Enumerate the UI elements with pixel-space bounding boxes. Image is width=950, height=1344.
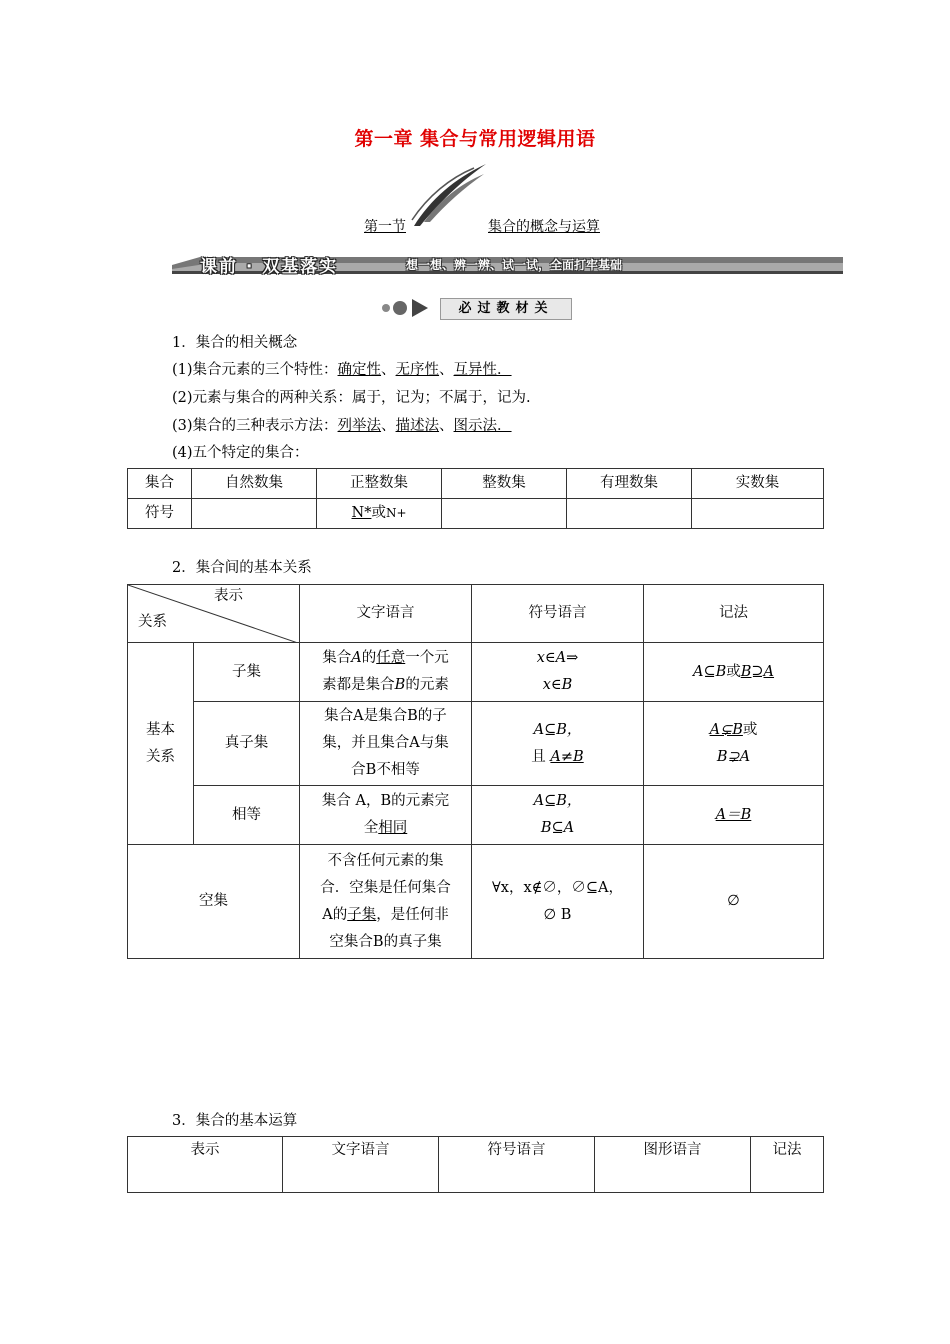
table3-header: 文字语言 — [283, 1137, 439, 1193]
table1-row-label: 符号 — [128, 499, 192, 529]
t: 集合A是集合B的子 — [324, 708, 447, 724]
part1-line2: (2)元素与集合的两种关系：属于，记为；不属于，记为. — [172, 390, 531, 406]
rel-sym — [472, 786, 644, 845]
rel-name: 真子集 — [194, 702, 300, 786]
rel-name: 子集 — [194, 643, 300, 702]
section-number: 第一节 — [364, 219, 406, 235]
table3-header: 符号语言 — [439, 1137, 595, 1193]
text: 或 — [371, 505, 386, 521]
header-note: 记法 — [644, 585, 824, 643]
dots-arrow-icon — [380, 296, 440, 320]
text: (1)集合元素的三个特性： — [172, 362, 338, 378]
special-sets-table — [127, 468, 824, 529]
answer: 列举法 — [337, 418, 382, 434]
sep: 、 — [439, 362, 454, 378]
t: ∅ B — [543, 906, 572, 923]
t: A的 — [322, 906, 348, 923]
symbol: N+ — [385, 506, 407, 520]
part2-heading: 2．集合间的基本关系 — [172, 560, 312, 576]
rel-sym — [472, 845, 644, 959]
answer: 子集 — [347, 906, 377, 923]
text: (3)集合的三种表示方法： — [172, 418, 338, 434]
set-operations-table — [127, 1136, 824, 1193]
table3-header: 图形语言 — [595, 1137, 751, 1193]
answer: A≠B — [550, 748, 584, 765]
rel-note — [644, 786, 824, 845]
swoosh-logo-icon — [410, 160, 490, 230]
sep: 、 — [439, 418, 454, 434]
answer: 描述法 — [395, 418, 440, 434]
answer: 确定性 — [337, 362, 382, 378]
answer: 图示法． — [453, 418, 512, 434]
table1-header: 实数集 — [692, 469, 824, 499]
table1-header: 整数集 — [442, 469, 567, 499]
t: 素都是集合 — [322, 677, 395, 693]
sep: 、 — [381, 362, 396, 378]
header-text: 文字语言 — [300, 585, 472, 643]
table3-header: 表示 — [128, 1137, 283, 1193]
answer: 任意 — [376, 650, 406, 666]
banner-subtitle: 想一想、辨一辨、试一试，全面打牢基础 — [406, 258, 623, 272]
t: x∈B — [542, 677, 573, 693]
t: 或 — [742, 721, 758, 738]
t: 不含任何元素的集 — [327, 852, 444, 869]
part1-line1 — [172, 358, 512, 379]
rel-text — [300, 643, 472, 702]
t: ，是任何非 — [376, 906, 449, 923]
table1-cell — [567, 499, 692, 529]
rel-text — [300, 845, 472, 959]
t: 一个元 — [405, 650, 449, 666]
answer: A＝B — [715, 806, 752, 823]
t: 集合 — [322, 650, 352, 666]
rel-text — [300, 702, 472, 786]
t: 或 — [726, 663, 741, 680]
symbol: N* — [351, 505, 372, 521]
text: 基本关系 — [146, 721, 175, 765]
t: 合B不相等 — [351, 762, 420, 778]
table1-cell — [317, 499, 442, 529]
t: ∀x，x∉∅，∅⊆A， — [492, 879, 623, 896]
chapter-title: 第一章 集合与常用逻辑用语 — [354, 128, 596, 150]
table1-cell — [692, 499, 824, 529]
rel-name: 相等 — [194, 786, 300, 845]
t: 全 — [363, 820, 379, 836]
basic-rel-label — [128, 643, 194, 845]
table3-header: 记法 — [751, 1137, 824, 1193]
table1-cell — [192, 499, 317, 529]
header-sym: 符号语言 — [472, 585, 644, 643]
sep: 、 — [381, 418, 396, 434]
answer: 相同 — [378, 820, 408, 836]
rel-text — [300, 786, 472, 845]
t: A⊆B — [692, 663, 727, 680]
t: A⊆B， — [533, 721, 582, 738]
t: 空集合B的真子集 — [329, 933, 442, 950]
rel-note — [644, 643, 824, 702]
diag-header — [128, 585, 300, 643]
part1-line4: (4)五个特定的集合： — [172, 445, 309, 461]
part1-heading: 1．集合的相关概念 — [172, 335, 298, 351]
t: x∈A⇒ — [536, 650, 579, 666]
t: A — [351, 650, 362, 666]
table1-cell — [442, 499, 567, 529]
rel-note: ∅ — [644, 845, 824, 959]
t: 合．空集是任何集合 — [320, 879, 451, 896]
t: A⊆B， — [533, 793, 582, 809]
banner-title: 课前 · 双基落实 — [200, 257, 339, 277]
t: B⊆A — [540, 820, 575, 836]
rel-note — [644, 702, 824, 786]
header-rep: 表示 — [214, 588, 243, 604]
answer: A⊊B — [709, 721, 743, 738]
rel-sym — [472, 702, 644, 786]
t: 且 — [531, 748, 551, 765]
rel-sym — [472, 643, 644, 702]
answer: 无序性 — [395, 362, 440, 378]
section-name: 集合的概念与运算 — [488, 219, 600, 235]
answer: B⊇A — [740, 663, 775, 680]
t: B — [394, 677, 406, 693]
table1-header: 正整数集 — [317, 469, 442, 499]
part1-line3 — [172, 414, 512, 435]
rel-name: 空集 — [128, 845, 300, 959]
t: B⊋A — [716, 748, 751, 765]
t: 集合 A，B的元素完 — [321, 793, 450, 809]
answer: 互异性． — [453, 362, 512, 378]
t: 的元素 — [405, 677, 449, 693]
part3-heading: 3．集合的基本运算 — [172, 1113, 298, 1129]
t: 集，并且集合A与集 — [322, 735, 449, 751]
table1-header: 集合 — [128, 469, 192, 499]
t: 的 — [361, 650, 377, 666]
set-relations-table — [127, 584, 824, 959]
table1-header: 自然数集 — [192, 469, 317, 499]
header-rel: 关系 — [138, 614, 167, 630]
table1-header: 有理数集 — [567, 469, 692, 499]
badge-label: 必过教材关 — [440, 298, 572, 320]
